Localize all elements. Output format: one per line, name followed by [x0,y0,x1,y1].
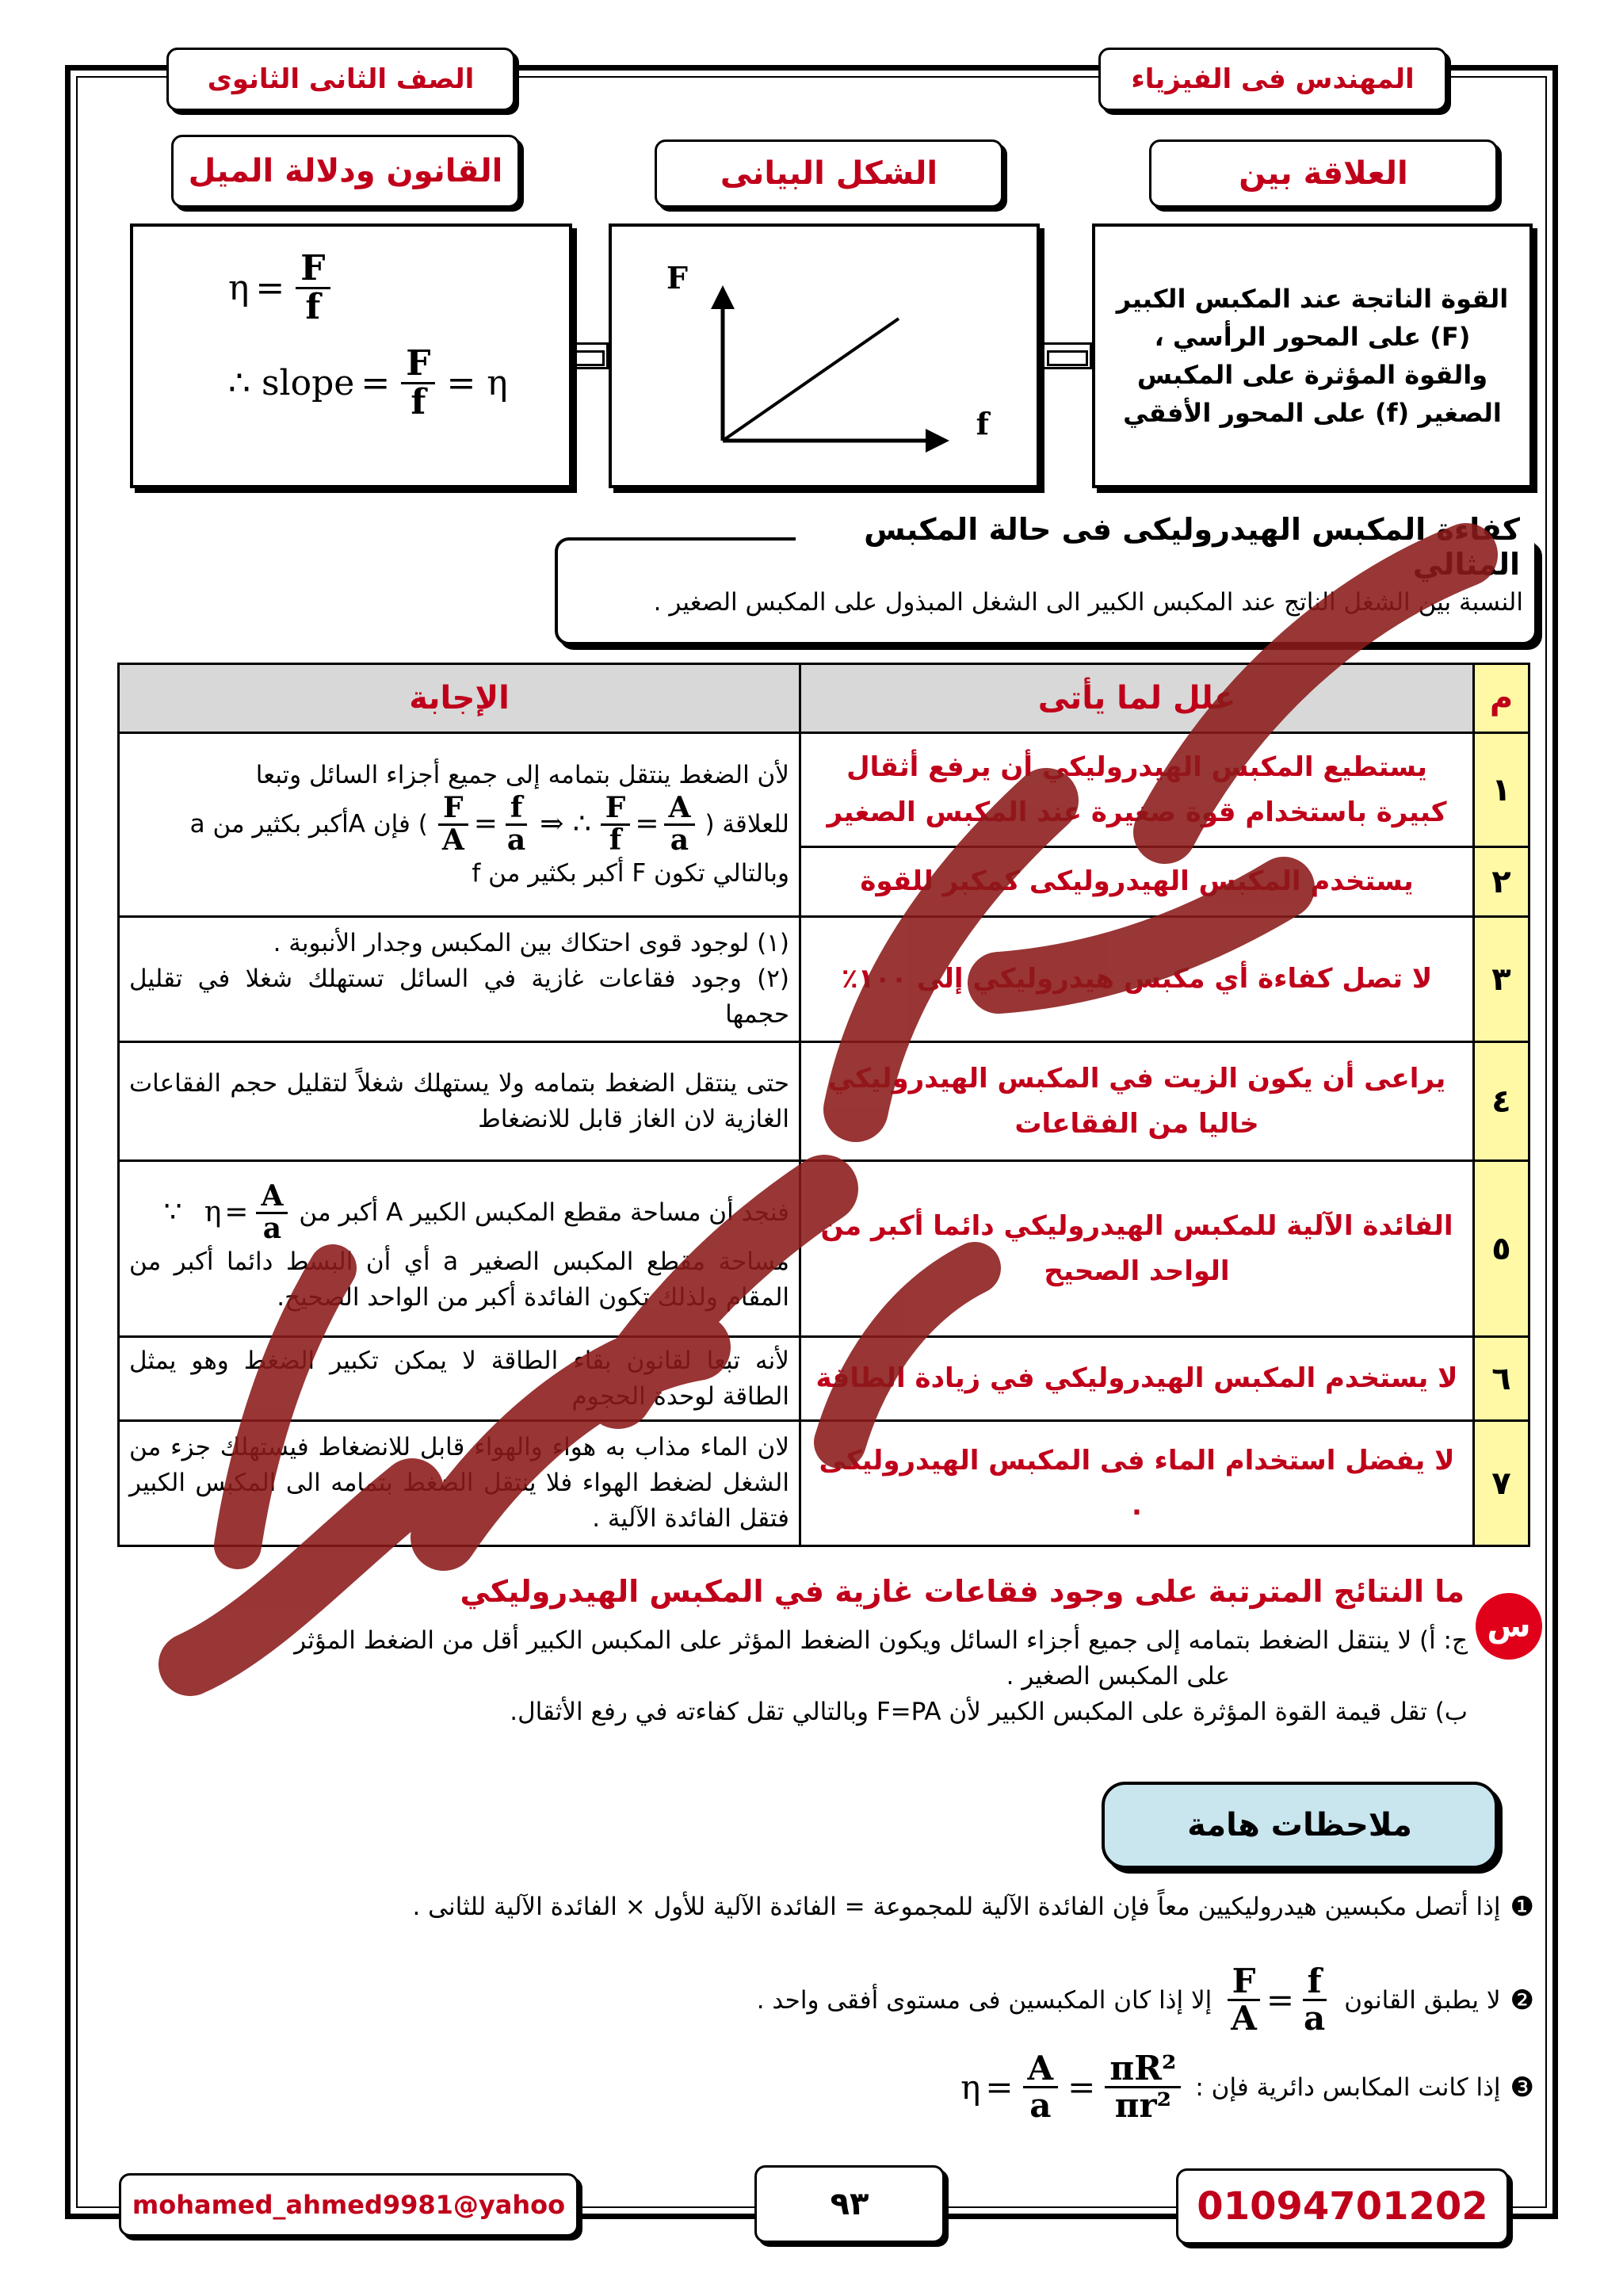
bullet-3: ❸ [1510,2071,1534,2103]
frac-num: A [256,1182,288,1214]
table-row [119,733,1529,847]
row-question: لا يفضل استخدام الماء فى المكبس الهيدروليكى . [800,1421,1474,1546]
graph-svg [612,227,1037,485]
frac-num: A [664,793,696,826]
frac-num: A [1023,2051,1059,2088]
law-box [130,223,572,488]
answer-text: فنجد أن مساحة مقطع المكبس الكبير A أكبر من [299,1198,789,1228]
frac-num: F [296,250,330,289]
eta: η [960,2068,981,2107]
answer-line: (١) لوجود قوى احتكاك بين المكبس وجدار الأنبوبة . [273,929,789,958]
frac-den: a [262,1212,282,1246]
relation-line-4: الصغير (f) على المحور الأفقي [1123,398,1502,428]
notes-title-text: ملاحظات هامة [1187,1807,1412,1843]
equals: = [224,1196,249,1229]
efficiency-box [555,512,1537,645]
footer-phone: 01094701202 [1176,2168,1509,2244]
frac-den: A [441,823,464,857]
formula-eta [204,1179,293,1246]
notes-title [1102,1782,1498,1869]
row-answer [119,917,800,1042]
fraction-F-f [296,250,330,326]
bullet-2: ❷ [1510,1984,1534,2016]
header-num: م [1474,664,1529,733]
equals: = [1266,1981,1295,2020]
footer-email: mohamed_ahmed9981@yahoo [119,2173,579,2237]
relation-title: العلاقة بين [1149,139,1498,208]
equals: = [1067,2068,1096,2107]
formula-note-3 [960,2049,1186,2126]
frac-num: f [506,793,528,826]
table-row [119,1421,1529,1546]
equals: = [985,2068,1014,2107]
answer-line-formula [129,1179,789,1246]
row-num: ٤ [1474,1042,1529,1161]
bullet-1: ❶ [1510,1891,1534,1923]
row-question: يراعى أن يكون الزيت في المكبس الهيدروليكي خاليا من الفقاعات [800,1042,1474,1161]
eta: η [204,1196,222,1229]
table-row [119,917,1529,1042]
header-right-title: المهندس فى الفيزياء [1098,48,1447,111]
header-left-title: الصف الثانى الثانوى [166,48,515,111]
fraction-F-f-2 [401,343,435,423]
slope-label: ∴ slope [228,363,355,404]
question-answer [136,1623,1468,1730]
graph-line [723,319,899,441]
note-text: إلا إذا كان المكبسين فى مستوى أفقى واحد . [756,1985,1212,2015]
relation-line-2: (F) على المحور الرأسي ، [1154,322,1471,352]
frac-num: πR² [1105,2051,1181,2088]
graph-x-label: f [976,406,989,441]
frac-den: A [1231,1999,1257,2038]
formula-ratio [433,793,701,856]
row-num: ٥ [1474,1161,1529,1337]
note-text: إذا أتصل مكبسين هيدروليكيين معاً فإن الفائدة الآلية للمجموعة = الفائدة الآلية للأول × الفائدة الآلية للثانى . [412,1893,1501,1921]
table-row [119,1161,1529,1337]
frac-den: a [670,823,689,857]
answer-text: للعلاقة ( [705,810,789,839]
frac-num: F [438,793,468,826]
equals: = [635,808,659,841]
frac-den: a [1029,2086,1052,2126]
equals-symbol: = [255,268,285,309]
header-answer: الإجابة [119,664,800,733]
row-question: يستطيع المكبس الهيدروليكي أن يرفع أثقال كبيرة باستخدام قوة صغيرة عند المكبس الصغير [800,733,1474,847]
answer-a: ج: أ) لا ينتقل الضغط بتمامه إلى جميع أجزاء السائل ويكون الضغط المؤثر على المكبس الكبير أقل من الضغط المؤثر [294,1626,1468,1655]
answer-a-cont: على المكبس الصغير . [1006,1661,1230,1690]
answer-line-formula [129,793,789,856]
note-text: إذا كانت المكابس دائرية فإن : [1195,2073,1501,2102]
frac-den: f [411,382,426,423]
frac-den: f [609,823,622,857]
row-question: لا تصل كفاءة أي مكبس هيدروليكي إلى ١٠٠٪ [800,917,1474,1042]
frac-num: F [401,346,435,384]
table-header-row [119,664,1529,733]
frac-den: πr² [1114,2086,1171,2126]
eta-symbol: η [228,268,250,309]
table-row [119,1337,1529,1421]
row-num: ٣ [1474,917,1529,1042]
note-2 [757,1964,1534,2036]
answer-line: وبالتالي تكون F أكبر بكثير من f [472,858,789,888]
row-question: الفائدة الآلية للمكبس الهيدروليكي دائما أكبر من الواحد الصحيح [800,1161,1474,1337]
row-num: ٢ [1474,847,1529,917]
implies: ⇒ ∴ [540,808,591,841]
law-eq-1 [228,250,335,326]
graph-box [609,223,1040,488]
row-num: ٧ [1474,1421,1529,1546]
law-eq-2 [228,343,508,423]
frac-den: a [506,823,526,857]
question-badge: س [1476,1593,1542,1660]
frac-num: F [601,793,631,826]
answer-line: مساحة مقطع المكبس الصغير a أي أن البسط دائما أكبر من المقام ولذلك تكون الفائدة أكبر من الواحد الصحيح. [129,1247,790,1312]
equals: = [473,808,498,841]
row-question: لا يستخدم المكبس الهيدروليكي في زيادة الطاقة [800,1337,1474,1421]
page-number: ٩٣ [754,2165,945,2243]
relation-line-3: والقوة المؤثرة على المكبس [1136,360,1488,390]
because-symbol: ∵ [163,1196,182,1229]
formula-note-2 [1221,1964,1335,2036]
frac-num: f [1303,1964,1327,2001]
equals-eta: = η [446,363,508,404]
answer-b: ب) تقل قيمة القوة المؤثرة على المكبس الكبير لأن F=PA وبالتالي تقل كفاءته في رفع الأثقال. [510,1697,1468,1726]
note-3 [960,2049,1534,2126]
question-title: ما النتائج المترتبة على وجود فقاعات غازية في المكبس الهيدروليكي [460,1574,1465,1609]
connector-right [1038,342,1092,369]
answer-line: لأن الضغط ينتقل بتمامه إلى جميع أجزاء السائل وتبعا [255,761,789,790]
row-answer: لان الماء مذاب به هواء والهواء قابل للانضغاط فيستهلك جزء من الشغل لضغط الهواء فلا ينتقل الضغط بتمامه الى المكبس الكبير فتقل الفائدة الآلية . [119,1421,800,1546]
relation-box [1092,223,1533,488]
row-num: ١ [1474,733,1529,847]
efficiency-title: كفاءة المكبس الهيدروليكى فى حالة المكبس المثالي [796,512,1534,582]
row-answer [119,733,800,917]
row-num: ٦ [1474,1337,1529,1421]
frac-den: a [1304,1999,1326,2038]
equals-symbol-2: = [361,363,391,404]
answer-text: ) فإن Aأكبر بكثير من a [189,810,428,839]
frac-den: f [305,287,321,328]
note-text: لا يطبق القانون [1344,1985,1501,2015]
relation-line-1: القوة الناتجة عند المكبس الكبير [1116,284,1509,314]
graph-y-label: F [666,260,688,296]
efficiency-text: النسبة بين الشغل الناتج عند المكبس الكبير الى الشغل المبذول على المكبس الصغير . [653,588,1523,617]
reasons-table [117,663,1530,1547]
row-answer: حتى ينتقل الضغط بتمامه ولا يستهلك شغلاً لتقليل حجم الفقاعات الغازية لان الغاز قابل للانضغاط [119,1042,800,1161]
row-question: يستخدم المكبس الهيدروليكى كمكبر للقوة [800,847,1474,917]
law-title: القانون ودلالة الميل [171,135,520,208]
header-question: علل لما يأتى [800,664,1474,733]
graph-title: الشكل البيانى [655,139,1003,208]
frac-num: F [1228,1964,1261,2001]
row-answer: لأنه تبعا لقانون بقاء الطاقة لا يمكن تكبير الضغط وهو يمثل الطاقة لوحدة الحجوم [119,1337,800,1421]
note-1 [187,1891,1534,1923]
row-answer [119,1161,800,1337]
answer-line: (٢) وجود فقاعات غازية في السائل تستهلك شغلا في تقليل حجمها [129,965,789,1029]
table-row [119,1042,1529,1161]
